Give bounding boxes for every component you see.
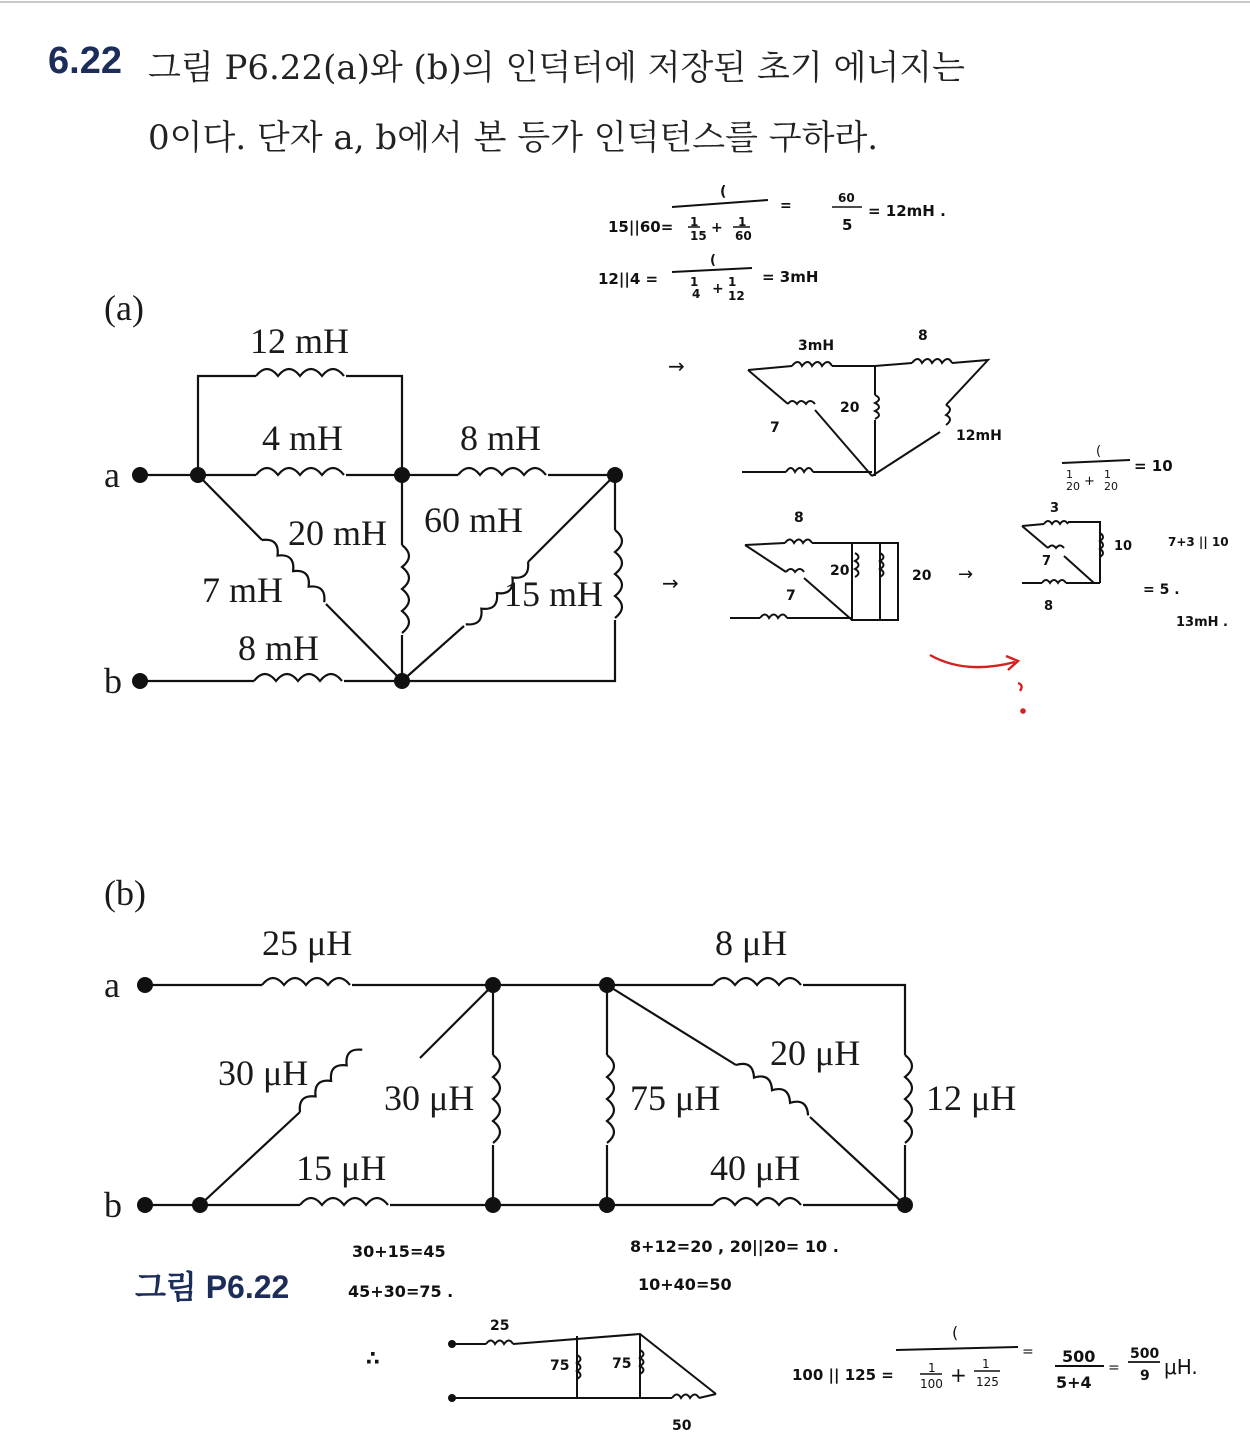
svg-text:12: 12	[728, 289, 745, 303]
hw-final-1: 7+3 || 10	[1168, 535, 1229, 549]
hw-b-eq-left: 100 || 125 =	[792, 1366, 894, 1384]
hw-eq2-left: 12||4 =	[598, 270, 659, 288]
inductor-12mh-label: 12 mH	[250, 321, 349, 361]
hw-eq1-result: = 12mH .	[868, 202, 946, 220]
inductor-20mh-label: 20 mH	[288, 513, 387, 553]
hw-sketch2-20b: 20	[912, 568, 932, 584]
svg-text:+: +	[711, 220, 723, 236]
hw-eq1-den: 5	[842, 216, 853, 234]
problem-number: 6.22	[48, 40, 122, 82]
svg-text:+: +	[950, 1363, 967, 1387]
terminal-b-label: b	[104, 1185, 122, 1225]
inductor-60mh-label: 60 mH	[424, 500, 523, 540]
hw-sketch3-10: 10	[1114, 539, 1133, 554]
hw-b-eq-unit: μH.	[1164, 1355, 1198, 1379]
hw-b-calc2: 45+30=75 .	[348, 1282, 454, 1301]
inductor-30uh-diag-label: 30 μH	[218, 1053, 309, 1093]
hw-sketch-1	[742, 359, 988, 476]
node	[599, 977, 615, 993]
hw-sketch1-8: 8	[918, 328, 928, 344]
inductor-30uh-vert-label: 30 μH	[384, 1078, 475, 1118]
hw-sketch-2	[730, 540, 898, 621]
inductor-8uh-label: 8 μH	[715, 923, 788, 963]
inductor-8mh-bottom-label: 8 mH	[238, 628, 319, 668]
hw-sketch1-20: 20	[840, 400, 860, 416]
svg-text:(: (	[710, 253, 716, 268]
inductor-25uh-label: 25 μH	[262, 923, 353, 963]
hw-sketch2-7: 7	[786, 588, 796, 604]
terminal-a-label: a	[104, 455, 120, 495]
hw-sketch-3	[1022, 521, 1103, 583]
hw-b-final-eq	[792, 1323, 1198, 1392]
svg-text:1: 1	[1104, 468, 1111, 481]
svg-text:(: (	[952, 1323, 959, 1342]
svg-text:1: 1	[728, 275, 737, 289]
hw-final-2: = 5 .	[1143, 582, 1180, 598]
terminal-a-node	[132, 467, 148, 483]
node	[192, 1197, 208, 1213]
terminal-b-node	[137, 1197, 153, 1213]
inductor-8mh-top-label: 8 mH	[460, 418, 541, 458]
svg-text:1: 1	[690, 275, 699, 289]
svg-text:60: 60	[735, 229, 752, 243]
svg-text:=: =	[1108, 1360, 1120, 1376]
svg-text:1: 1	[928, 1361, 936, 1375]
node	[394, 673, 410, 689]
inductor-40uh-label: 40 μH	[710, 1148, 801, 1188]
figure-caption: 그림 P6.22	[135, 1269, 290, 1305]
hw-eq1-left: 15||60=	[608, 218, 674, 236]
svg-text:125: 125	[976, 1375, 999, 1389]
svg-text:+: +	[1084, 474, 1095, 489]
svg-text:(: (	[720, 184, 727, 200]
svg-text:(: (	[1096, 444, 1102, 459]
hw-fraction-10	[1062, 444, 1173, 493]
svg-text:15: 15	[690, 229, 707, 243]
svg-text:=: =	[780, 198, 792, 214]
svg-text:=: =	[1022, 1344, 1034, 1360]
hw-red-arrow	[930, 655, 1025, 713]
hw-b-eq-n1: 500	[1062, 1347, 1096, 1366]
hw-sketch3-3: 3	[1050, 501, 1060, 516]
svg-text:20: 20	[1066, 480, 1080, 493]
terminal-b-label: b	[104, 661, 122, 701]
node	[190, 467, 206, 483]
svg-text:1: 1	[690, 215, 699, 229]
figure-b-label: (b)	[104, 873, 146, 913]
problem-text-line2: 0이다. 단자 a, b에서 본 등가 인덕턴스를 구하라.	[148, 118, 879, 158]
hw-b-eq-d1: 5+4	[1056, 1373, 1092, 1392]
svg-text:→: →	[958, 564, 974, 585]
node	[485, 977, 501, 993]
hw-sketch1-7: 7	[770, 420, 780, 436]
inductor-4mh-label: 4 mH	[262, 418, 343, 458]
inductor-20uh-label: 20 μH	[770, 1033, 861, 1073]
hw-sketch1-3mh: 3mH	[798, 338, 835, 354]
svg-text:1: 1	[982, 1357, 990, 1371]
hw-b-calc3: 8+12=20 , 20||20= 10 .	[630, 1237, 839, 1256]
svg-text:+: +	[712, 281, 724, 297]
node	[897, 1197, 913, 1213]
node	[599, 1197, 615, 1213]
inductor-75uh-label: 75 μH	[630, 1078, 721, 1118]
inductor-15mh-label: 15 mH	[504, 574, 603, 614]
node	[394, 467, 410, 483]
svg-text:→: →	[668, 354, 685, 378]
svg-text:1: 1	[738, 215, 747, 229]
inductor-15uh-label: 15 μH	[296, 1148, 387, 1188]
svg-text:20: 20	[1104, 480, 1118, 493]
figure-a-label: (a)	[104, 288, 144, 328]
hw-b-therefore: ∴	[366, 1346, 380, 1370]
inductor-12uh-label: 12 μH	[926, 1078, 1017, 1118]
hw-final-3: 13mH .	[1176, 615, 1228, 630]
terminal-a-label: a	[104, 965, 120, 1005]
hw-sketch-b	[449, 1334, 716, 1401]
hw-b-eq-n2: 500	[1130, 1346, 1160, 1362]
hw-b-sketch-25: 25	[490, 1318, 510, 1334]
hw-b-calc4: 10+40=50	[638, 1275, 732, 1294]
hw-sketch2-20a: 20	[830, 563, 850, 579]
hw-sketch3-8: 8	[1044, 599, 1054, 614]
inductor-7mh-label: 7 mH	[202, 570, 283, 610]
node	[607, 467, 623, 483]
hw-b-sketch-50: 50	[672, 1418, 692, 1434]
svg-text:100: 100	[920, 1377, 943, 1391]
hw-b-sketch-75b: 75	[612, 1356, 632, 1372]
hw-b-calc1: 30+15=45	[352, 1242, 446, 1261]
svg-text:4: 4	[692, 287, 701, 301]
hw-sketch1-12mh: 12mH	[956, 428, 1002, 444]
terminal-a-node	[137, 977, 153, 993]
hw-frac-result: = 10	[1134, 457, 1173, 475]
svg-text:→: →	[662, 571, 679, 595]
hw-eq1-mid: 60	[838, 191, 855, 205]
problem-text-line1: 그림 P6.22(a)와 (b)의 인덕터에 저장된 초기 에너지는	[148, 48, 965, 88]
hw-sketch2-8: 8	[794, 510, 804, 526]
hw-b-sketch-75a: 75	[550, 1358, 570, 1374]
hw-sketch3-7: 7	[1042, 554, 1052, 569]
terminal-b-node	[132, 673, 148, 689]
hw-b-eq-d2: 9	[1140, 1368, 1150, 1384]
hw-eq2-result: = 3mH	[762, 268, 819, 286]
node	[485, 1197, 501, 1213]
svg-text:1: 1	[1066, 468, 1073, 481]
